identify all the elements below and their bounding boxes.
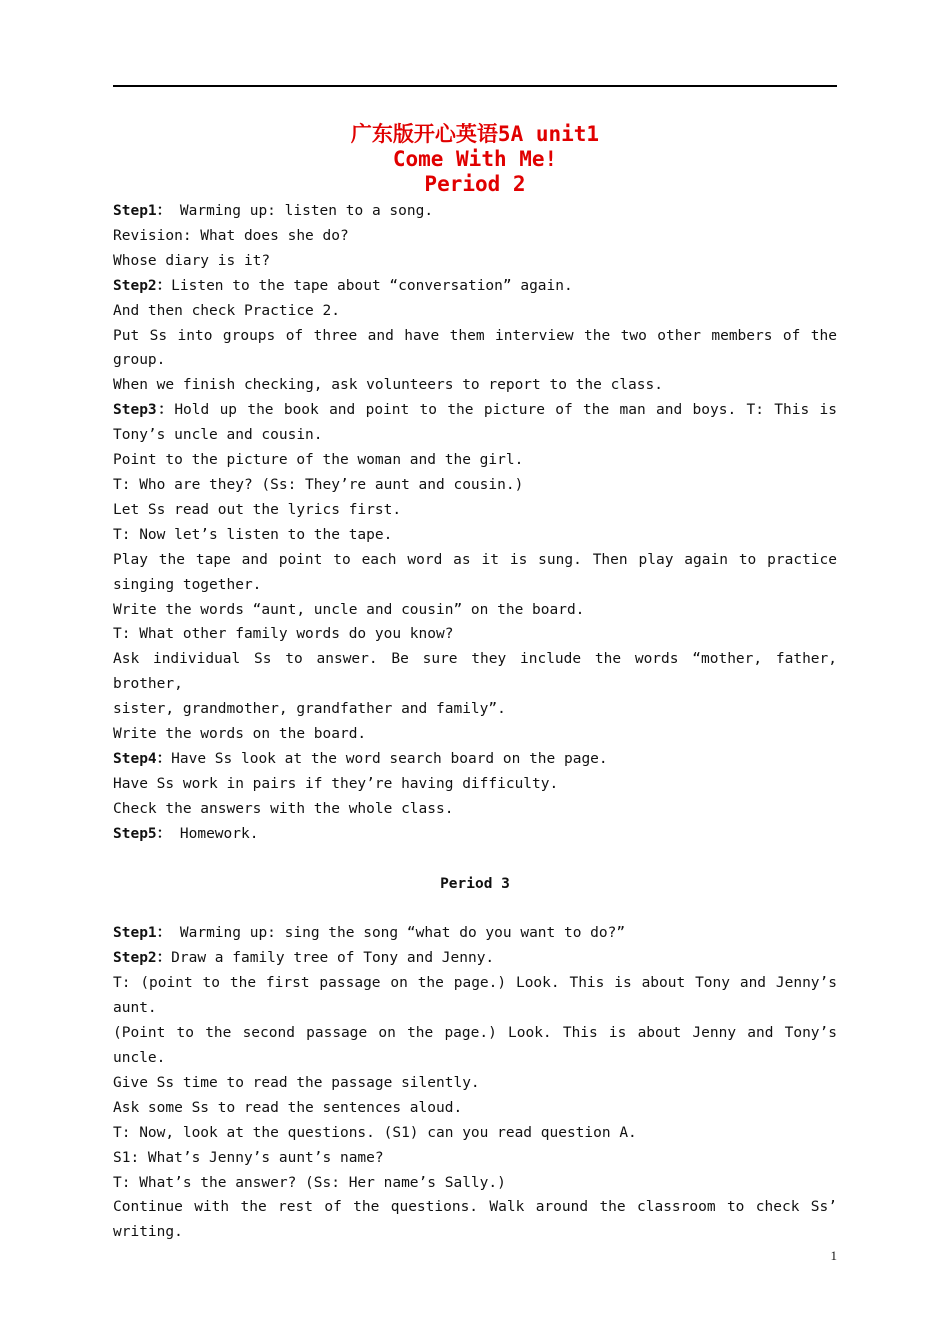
line-text: T: Now let’s listen to the tape.	[113, 526, 393, 543]
title-line-2: Come With Me!	[392, 147, 558, 171]
paragraph-line	[113, 523, 837, 548]
paragraph-line	[113, 1046, 837, 1071]
step-label: Step5：	[113, 825, 172, 842]
line-text: Give Ss time to read the passage silently.	[113, 1074, 480, 1091]
line-text: Warming up: listen to a song.	[171, 203, 434, 219]
line-text: T: Who are they? (Ss: They’re aunt and cousin.)	[113, 476, 524, 493]
paragraph-line	[113, 1220, 837, 1245]
line-text: writing.	[113, 1224, 183, 1241]
paragraph-line	[113, 1146, 837, 1171]
step-label: Step2：	[113, 950, 172, 967]
paragraph-line	[113, 299, 837, 324]
step-label: Step1：	[113, 203, 172, 219]
paragraph-line	[113, 498, 837, 523]
paragraph-line	[113, 473, 837, 498]
step-label: Step4：	[113, 750, 172, 767]
paragraph-line	[113, 573, 837, 598]
line-text: Draw a family tree of Tony and Jenny.	[171, 950, 495, 967]
paragraph-line	[113, 199, 837, 224]
line-text: When we finish checking, ask volunteers to report to the class.	[113, 377, 663, 394]
line-text: group.	[113, 352, 166, 369]
step-label: Step3：	[113, 402, 175, 419]
line-text: Put Ss into groups of three and have them interview the two other members of the	[113, 327, 837, 344]
paragraph-line	[113, 249, 837, 274]
line-text: Ask some Ss to read the sentences aloud.	[113, 1099, 463, 1116]
paragraph-line	[113, 1096, 837, 1121]
line-text: uncle.	[113, 1050, 166, 1066]
header-rule	[113, 85, 837, 87]
line-text: Have Ss work in pairs if they’re having difficulty.	[113, 775, 559, 792]
paragraph-line	[113, 647, 846, 697]
line-text: Write the words on the board.	[113, 726, 367, 743]
paragraph-line	[113, 1021, 837, 1046]
line-text: Hold up the book and point to the picture of the man and boys. T: This is	[174, 402, 837, 419]
period-2-section	[113, 199, 846, 847]
line-text: Write the words “aunt, uncle and cousin” on the board.	[113, 601, 585, 618]
title-line-1: 广东版开心英语5A unit1	[350, 122, 600, 146]
line-text: Revision: What does she do?	[113, 227, 349, 244]
line-text: Point to the picture of the woman and the girl.	[113, 452, 524, 469]
paragraph-line	[113, 797, 837, 822]
line-text: And then check Practice 2.	[113, 302, 340, 319]
line-text: singing together.	[113, 576, 262, 593]
line-text: T: What’s the answer? (Ss: Her name’s Sally.)	[113, 1174, 506, 1191]
line-text: sister, grandmother, grandfather and family”.	[113, 701, 506, 718]
paragraph-line	[113, 398, 837, 423]
paragraph-line	[113, 598, 837, 623]
paragraph-line	[113, 448, 837, 473]
paragraph-line	[113, 1121, 837, 1146]
line-text: Check the answers with the whole class.	[113, 800, 454, 817]
paragraph-line	[113, 224, 837, 249]
period-3-heading: Period 3	[440, 875, 510, 892]
title-line-3: Period 2	[424, 172, 526, 196]
paragraph-line	[113, 822, 837, 847]
line-text: Listen to the tape about “conversation” again.	[171, 277, 573, 294]
paragraph-line	[113, 772, 837, 797]
line-text: (Point to the second passage on the page.) Look. This is about Jenny and Tony’s	[113, 1025, 837, 1042]
period-3-section	[113, 921, 837, 1245]
paragraph-line	[113, 971, 837, 996]
line-text: Whose diary is it?	[113, 252, 271, 269]
step-label: Step2：	[113, 277, 172, 294]
paragraph-line	[113, 697, 837, 722]
paragraph-line	[113, 946, 837, 971]
line-text: Let Ss read out the lyrics first.	[113, 501, 402, 518]
lesson-content	[113, 199, 846, 1245]
paragraph-line	[113, 548, 837, 573]
paragraph-line	[113, 747, 837, 772]
line-text: T: Now, look at the questions. (S1) can you read question A.	[113, 1124, 637, 1141]
line-text: Tony’s uncle and cousin.	[113, 427, 323, 444]
line-text: Homework.	[171, 825, 259, 842]
paragraph-line	[113, 996, 837, 1021]
paragraph-line	[113, 921, 837, 946]
paragraph-line	[113, 348, 837, 373]
paragraph-line	[113, 722, 837, 747]
paragraph-line	[113, 622, 837, 647]
step-label: Step1：	[113, 925, 172, 942]
paragraph-line	[113, 1071, 837, 1096]
line-text: Warming up: sing the song “what do you want to do?”	[171, 925, 626, 942]
line-text: Ask individual Ss to answer. Be sure they include the words “mother, father, brother,	[113, 651, 846, 693]
line-text: S1: What’s Jenny’s aunt’s name?	[113, 1149, 384, 1166]
line-text: T: What other family words do you know?	[113, 626, 454, 643]
line-text: Continue with the rest of the questions. Walk around the classroom to check Ss’	[113, 1199, 837, 1216]
document-title	[113, 122, 837, 197]
paragraph-line	[113, 1195, 837, 1220]
paragraph-line	[113, 373, 837, 398]
line-text: Play the tape and point to each word as it is sung. Then play again to practice	[113, 551, 837, 568]
line-text: Have Ss look at the word search board on the page.	[171, 750, 608, 767]
page-number: 1	[830, 1248, 837, 1263]
paragraph-line	[113, 324, 837, 349]
paragraph-line	[113, 423, 837, 448]
line-text: aunt.	[113, 1000, 157, 1017]
paragraph-line	[113, 274, 837, 299]
paragraph-line	[113, 1171, 837, 1196]
line-text: T: (point to the first passage on the page.) Look. This is about Tony and Jenny’s	[113, 975, 837, 992]
